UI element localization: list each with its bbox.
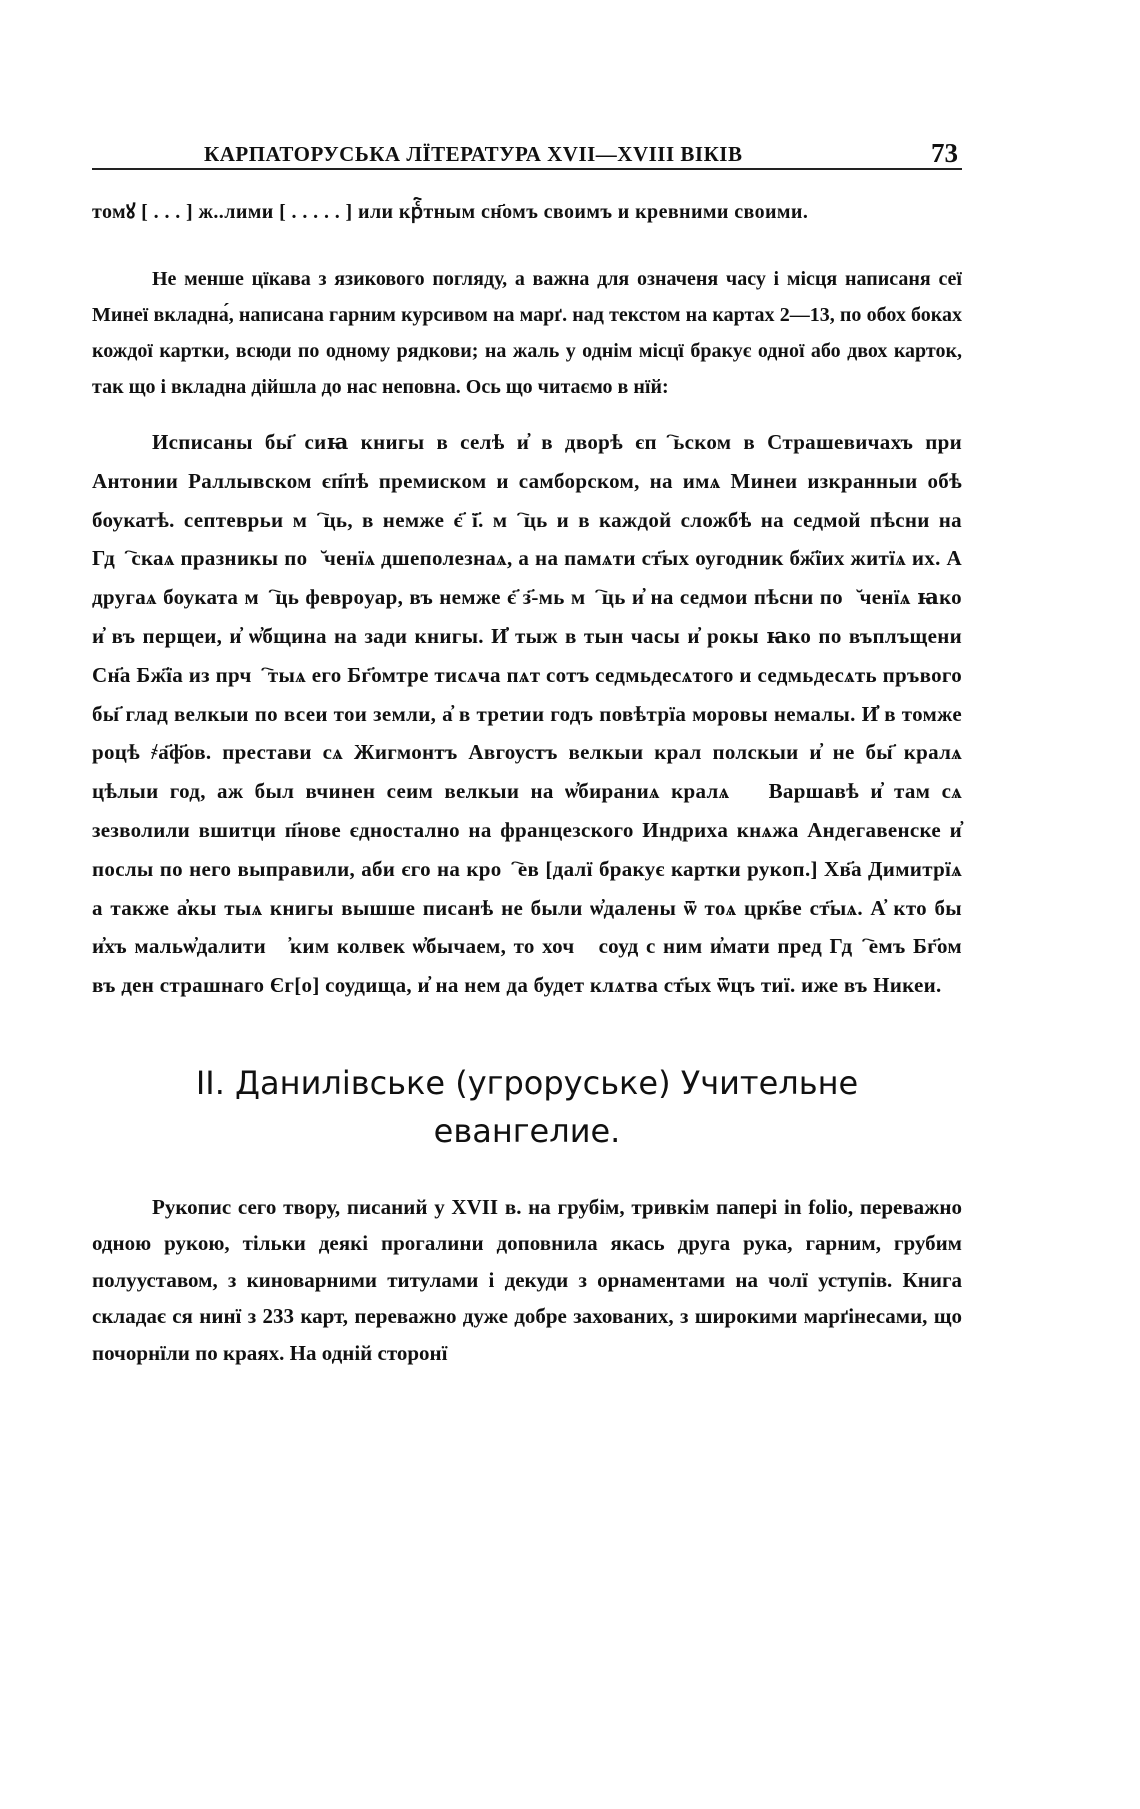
page-number: 73 [931,138,958,168]
running-title: КАРПАТОРУСЬКА ЛЇТЕРАТУРА XVII—XVIII ВІКІВ [204,142,743,166]
quoted-inscription: Исписаны бы҃ сиꙗ книгы в селѣ и҆ в дворѣ єпⷭ҇ьском в Стрaшевичахъ при Антонии Раллывском єп҃пѣ премиском и самборском, на имѧ Минеи изкранныи обѣ боукатѣ. септеврьи мⷭ҇ць, в немже є҃ ї҃. мⷭ҇ць и в каждой сложбѣ на седмой пѣсни на Гдⷭ҇скаѧ празникы поꙋ̆ченїѧ дшеполезнаѧ, а на памѧти ст҃ых оугодник бж҃їих житїѧ их. А другаѧ боукатa мⷭ҇ць феврoуар, въ немже є҃ з҃-мь мⷭ҇ць и҆ на седмои пѣсни поꙋ̆ченїѧ ꙗко и҆ въ перщеи, и҆ ѡ҆бщина на зади книгы. И҆ тыж в тын часы и҆ рокы ꙗко по въплъщени Сн҃а Бж҃їа из прчⷭ҇тыѧ его Бг҃омтре тисѧча пѧт сотъ седмьдесѧтого и седмьдесѧть пръвого бы҃ глад велкыи по всеи тои земли, а҆ в третии годъ повѣтрїа моровы немалы. И҆ в томже роцѣ ҂а҃ф҃ов. престави сѧ Жигмонтъ Авгоустъ велкыи крал полскыи и҆ не бы҃ кралѧ цѣлыи год, аж был вчинен сеим велкыи на ѡ҆бираниѧ кралѧ ꙋ Варшавѣ и҆ там сѧ зезволили вшитци п҃нове єдностално на францезского Индрихa кнѧжa Андегавенске и҆ послы по него выправили, аби єго на кроⷧ҇ев [далї бракує картки рукоп.] Хв҃а Димитрїѧ а также а҆кы тыѧ книгы вышше писанѣ не были ѡ҆далены ѿ тоѧ црк҃ве ст҃ыѧ. А҆ кто бы и҆хъ мальѡ҆далити ꙗ҆ким колвек ѡ҆бычаем, то хочꙋ соуд с ним и҆мати пред Гдⷭ҇емъ Бг҃ом въ ден страшнаго Єг[о] соудищa, и҆ на нем да будет клѧтва ст҃ых ѿцъ тиї. иже въ Никеи. [92,430,962,998]
section-heading [92,1059,962,1155]
manuscript-paragraph: Рукопис сего твору, писаний у XVII в. на грубім, тривкім папері in folio, переважно одною рукою, тільки деякі прогалини доповнила якась друга рука, гарним, грубим полууставом, з киноварними титулами і декуди з орнаментами на чолї уступів. Книга складає ся нинї з 233 карт, переважно дуже добре захованих, з широкими марґінесами, що почорнїли по краях. На одній сторонї [92,1194,962,1365]
description-paragraph: Не менше цїкава з язикового погляду, а важна для означеня часу і місця написаня сеї Минеї вкладна́, написана гарним курсивом на марґ. над текстом на картах 2—13, по обох боках кождої картки, всюди по одному рядкови; на жаль у однім місцї бракує одної або двох карток, так що і вкладна дійшла до нас неповна. Ось що читаємо в нїй: [92,268,962,398]
book-page [92,118,962,1778]
opening-paragraph: томꙋ [ . . . ] ж..лими [ . . . . . ] или крⷭ҇тным сн҃омъ своимъ и кревними своими. [92,201,809,223]
section-heading-line-2: евангелие. [433,1111,621,1150]
running-header [92,118,962,170]
section-heading-line-1: II. Данилівське (угроруське) Учительне [195,1063,859,1102]
